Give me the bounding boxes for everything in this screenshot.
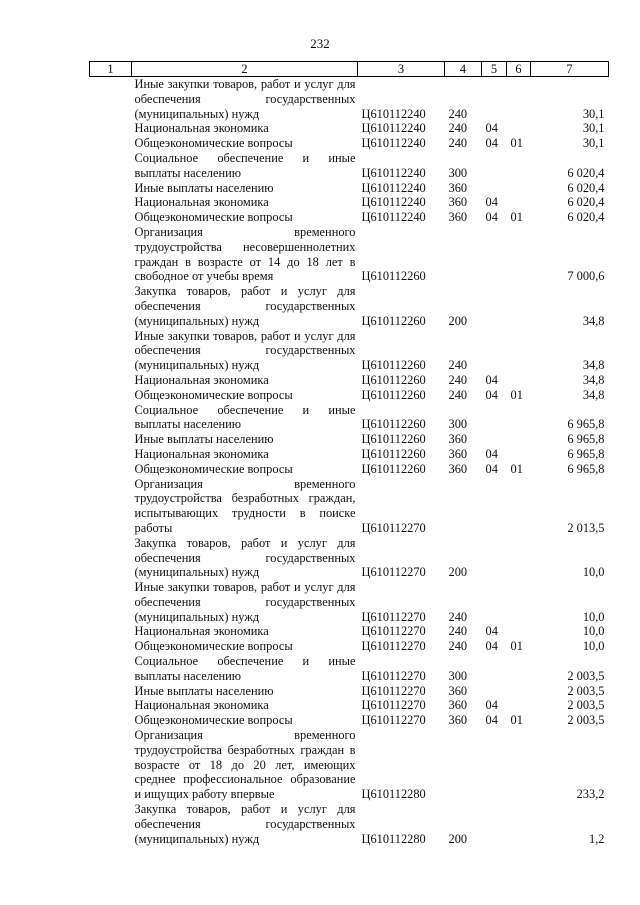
table-row <box>90 181 609 196</box>
amount-cell: 6 020,4 <box>567 180 605 195</box>
amount-cell: 34,8 <box>582 387 605 402</box>
section-code <box>482 225 507 284</box>
table-row <box>90 432 609 447</box>
row-name-cell: Национальная экономика <box>134 372 269 387</box>
expense-type-code: 240 <box>448 372 468 387</box>
section-code <box>482 284 507 328</box>
table-body <box>90 77 609 847</box>
row-name-cell: Социальное обеспечение и иные выплаты населению <box>134 150 356 180</box>
table-row <box>90 684 609 699</box>
table-row <box>90 403 609 433</box>
subsection-code <box>507 151 531 181</box>
target-article-code: Ц610112240 <box>361 136 426 151</box>
section-code: 04 <box>485 121 498 136</box>
target-article-code: Ц610112260 <box>361 446 426 461</box>
section-code: 04 <box>485 136 498 151</box>
target-article-code: Ц610112270 <box>361 683 426 698</box>
row-name-cell: Организация временного трудоустройства безработных граждан, испытывающих трудности в поиске работы <box>134 476 356 535</box>
table-row <box>90 388 609 403</box>
section-code <box>482 654 507 684</box>
amount-cell: 34,8 <box>582 313 605 328</box>
target-article-code: Ц610112260 <box>361 358 426 373</box>
row-name-cell: Закупка товаров, работ и услуг для обеспечения государственных (муниципальных) нужд <box>134 284 356 328</box>
row-name-cell: Национальная экономика <box>134 121 269 136</box>
target-article-code: Ц610112260 <box>361 417 426 432</box>
section-code <box>482 802 507 846</box>
expense-type-code: 240 <box>448 387 468 402</box>
row-name-cell: Иные выплаты населению <box>134 432 274 447</box>
expense-type-code <box>445 225 482 284</box>
target-article-code: Ц610112240 <box>361 195 426 210</box>
subsection-code: 01 <box>510 136 523 151</box>
row-number-cell <box>90 698 132 713</box>
expense-type-code: 360 <box>448 210 468 225</box>
table-row <box>90 195 609 210</box>
expense-type-code: 300 <box>448 417 468 432</box>
subsection-code <box>507 181 531 196</box>
subsection-code <box>507 195 531 210</box>
table-row <box>90 698 609 713</box>
table-row <box>90 121 609 136</box>
amount-cell: 6 020,4 <box>567 210 605 225</box>
row-number-cell <box>90 284 132 328</box>
page-number: 232 <box>310 36 330 51</box>
table-row <box>90 447 609 462</box>
row-name-cell: Социальное обеспечение и иные выплаты населению <box>134 402 356 432</box>
subsection-code <box>507 447 531 462</box>
amount-cell: 7 000,6 <box>567 269 605 284</box>
table-row <box>90 713 609 728</box>
amount-cell: 233,2 <box>576 787 605 802</box>
subsection-code: 01 <box>510 639 523 654</box>
row-name-cell: Национальная экономика <box>134 624 269 639</box>
subsection-code <box>507 329 531 373</box>
expense-type-code: 240 <box>448 624 468 639</box>
target-article-code: Ц610112270 <box>361 713 426 728</box>
row-number-cell <box>90 713 132 728</box>
amount-cell: 6 965,8 <box>567 461 605 476</box>
amount-cell: 6 965,8 <box>567 432 605 447</box>
subsection-code <box>507 580 531 624</box>
expense-type-code: 360 <box>448 461 468 476</box>
column-header-1: 1 <box>90 62 132 77</box>
table-row <box>90 624 609 639</box>
subsection-code: 01 <box>510 713 523 728</box>
row-number-cell <box>90 181 132 196</box>
expense-type-code <box>445 477 482 536</box>
subsection-code <box>507 684 531 699</box>
column-header-4: 4 <box>445 62 482 77</box>
table-row <box>90 373 609 388</box>
subsection-code <box>507 121 531 136</box>
expense-type-code: 240 <box>448 136 468 151</box>
row-name-cell: Общеэкономические вопросы <box>134 461 293 476</box>
row-number-cell <box>90 802 132 846</box>
amount-cell: 6 965,8 <box>567 417 605 432</box>
row-number-cell <box>90 210 132 225</box>
table-row <box>90 136 609 151</box>
amount-cell: 34,8 <box>582 358 605 373</box>
expense-type-code: 240 <box>448 106 468 121</box>
row-name-cell: Иные выплаты населению <box>134 683 274 698</box>
section-code <box>482 432 507 447</box>
table-row <box>90 151 609 181</box>
section-code: 04 <box>485 195 498 210</box>
table-row <box>90 462 609 477</box>
amount-cell: 30,1 <box>582 136 605 151</box>
table-row <box>90 210 609 225</box>
row-number-cell <box>90 447 132 462</box>
section-code: 04 <box>485 461 498 476</box>
target-article-code: Ц610112260 <box>361 461 426 476</box>
amount-cell: 2 013,5 <box>567 520 605 535</box>
section-code <box>482 477 507 536</box>
amount-cell: 2 003,5 <box>567 698 605 713</box>
target-article-code: Ц610112270 <box>361 639 426 654</box>
subsection-code <box>507 477 531 536</box>
subsection-code <box>507 77 531 122</box>
table-row <box>90 284 609 328</box>
section-code: 04 <box>485 698 498 713</box>
table-header <box>90 62 609 77</box>
row-name-cell: Закупка товаров, работ и услуг для обеспечения государственных (муниципальных) нужд <box>134 802 356 846</box>
target-article-code: Ц610112240 <box>361 165 426 180</box>
table-row <box>90 477 609 536</box>
row-number-cell <box>90 432 132 447</box>
expense-type-code: 240 <box>448 609 468 624</box>
column-header-5: 5 <box>482 62 507 77</box>
table-row <box>90 728 609 802</box>
subsection-code: 01 <box>510 210 523 225</box>
section-code: 04 <box>485 713 498 728</box>
amount-cell: 10,0 <box>582 565 605 580</box>
row-name-cell: Общеэкономические вопросы <box>134 210 293 225</box>
table-row <box>90 225 609 284</box>
row-name-cell: Иные закупки товаров, работ и услуг для обеспечения государственных (муниципальных) нужд <box>134 77 356 121</box>
row-number-cell <box>90 388 132 403</box>
row-name-cell: Социальное обеспечение и иные выплаты населению <box>134 654 356 683</box>
row-name-cell: Иные закупки товаров, работ и услуг для обеспечения государственных (муниципальных) нужд <box>134 580 356 624</box>
amount-cell: 30,1 <box>582 121 605 136</box>
target-article-code: Ц610112280 <box>361 831 426 846</box>
amount-cell: 30,1 <box>582 106 605 121</box>
section-code <box>482 77 507 122</box>
row-number-cell <box>90 580 132 624</box>
row-number-cell <box>90 329 132 373</box>
row-number-cell <box>90 136 132 151</box>
target-article-code: Ц610112270 <box>361 520 426 535</box>
target-article-code: Ц610112270 <box>361 565 426 580</box>
column-header-3: 3 <box>358 62 445 77</box>
row-number-cell <box>90 77 132 122</box>
amount-cell: 2 003,5 <box>567 683 605 698</box>
row-number-cell <box>90 624 132 639</box>
row-name-cell: Национальная экономика <box>134 698 269 713</box>
section-code: 04 <box>485 372 498 387</box>
expense-type-code: 300 <box>448 668 468 683</box>
target-article-code: Ц610112260 <box>361 372 426 387</box>
row-name-cell: Общеэкономические вопросы <box>134 713 293 728</box>
row-number-cell <box>90 225 132 284</box>
expense-type-code: 360 <box>448 683 468 698</box>
row-number-cell <box>90 151 132 181</box>
section-code: 04 <box>485 624 498 639</box>
section-code <box>482 151 507 181</box>
row-number-cell <box>90 728 132 802</box>
row-name-cell: Организация временного трудоустройства несовершеннолетних граждан в возрасте от 14 до 18 лет в свободное от учебы время <box>134 224 356 284</box>
subsection-code <box>507 654 531 684</box>
budget-table <box>89 61 609 846</box>
row-number-cell <box>90 684 132 699</box>
target-article-code: Ц610112280 <box>361 787 426 802</box>
expense-type-code: 200 <box>448 565 468 580</box>
expense-type-code: 360 <box>448 432 468 447</box>
target-article-code: Ц610112260 <box>361 387 426 402</box>
amount-cell: 34,8 <box>582 372 605 387</box>
expense-type-code: 240 <box>448 358 468 373</box>
target-article-code: Ц610112270 <box>361 609 426 624</box>
target-article-code: Ц610112260 <box>361 432 426 447</box>
table-row <box>90 802 609 846</box>
row-name-cell: Иные закупки товаров, работ и услуг для обеспечения государственных (муниципальных) нужд <box>134 328 356 373</box>
row-name-cell: Иные выплаты населению <box>134 180 274 195</box>
row-name-cell: Общеэкономические вопросы <box>134 136 293 151</box>
subsection-code <box>507 624 531 639</box>
target-article-code: Ц610112240 <box>361 121 426 136</box>
section-code <box>482 684 507 699</box>
expense-type-code: 360 <box>448 446 468 461</box>
subsection-code <box>507 403 531 433</box>
amount-cell: 10,0 <box>582 609 605 624</box>
subsection-code <box>507 284 531 328</box>
subsection-code <box>507 728 531 802</box>
expense-type-code <box>445 728 482 802</box>
row-number-cell <box>90 654 132 684</box>
row-number-cell <box>90 195 132 210</box>
column-header-7: 7 <box>531 62 609 77</box>
expense-type-code: 240 <box>448 121 468 136</box>
expense-type-code: 300 <box>448 165 468 180</box>
section-code: 04 <box>485 387 498 402</box>
amount-cell: 6 020,4 <box>567 165 605 180</box>
row-name-cell: Национальная экономика <box>134 195 269 210</box>
target-article-code: Ц610112260 <box>361 269 426 284</box>
table-row <box>90 639 609 654</box>
expense-type-code: 360 <box>448 180 468 195</box>
expense-type-code: 200 <box>448 831 468 846</box>
expense-type-code: 360 <box>448 713 468 728</box>
target-article-code: Ц610112270 <box>361 698 426 713</box>
target-article-code: Ц610112240 <box>361 106 426 121</box>
row-name-cell: Общеэкономические вопросы <box>134 387 293 402</box>
header-row <box>90 62 609 77</box>
section-code: 04 <box>485 446 498 461</box>
row-name-cell: Организация временного трудоустройства безработных граждан в возрасте от 18 до 20 лет, имеющих среднее профессиональное образование и ищущих работу впервые <box>134 728 356 802</box>
row-number-cell <box>90 121 132 136</box>
row-number-cell <box>90 373 132 388</box>
target-article-code: Ц610112270 <box>361 624 426 639</box>
row-name-cell: Закупка товаров, работ и услуг для обеспечения государственных (муниципальных) нужд <box>134 535 356 580</box>
table-row <box>90 580 609 624</box>
row-number-cell <box>90 403 132 433</box>
subsection-code <box>507 536 531 580</box>
row-name-cell: Общеэкономические вопросы <box>134 639 293 654</box>
column-header-6: 6 <box>507 62 531 77</box>
subsection-code: 01 <box>510 461 523 476</box>
target-article-code: Ц610112240 <box>361 180 426 195</box>
table-row <box>90 329 609 373</box>
subsection-code <box>507 373 531 388</box>
subsection-code <box>507 225 531 284</box>
subsection-code <box>507 802 531 846</box>
subsection-code <box>507 698 531 713</box>
expense-type-code: 360 <box>448 195 468 210</box>
section-code <box>482 536 507 580</box>
section-code <box>482 181 507 196</box>
amount-cell: 2 003,5 <box>567 713 605 728</box>
amount-cell: 10,0 <box>582 639 605 654</box>
row-name-cell: Национальная экономика <box>134 446 269 461</box>
column-header-2: 2 <box>132 62 358 77</box>
amount-cell: 6 965,8 <box>567 446 605 461</box>
amount-cell: 6 020,4 <box>567 195 605 210</box>
target-article-code: Ц610112240 <box>361 210 426 225</box>
expense-type-code: 240 <box>448 639 468 654</box>
row-number-cell <box>90 462 132 477</box>
target-article-code: Ц610112270 <box>361 668 426 683</box>
row-number-cell <box>90 536 132 580</box>
amount-cell: 1,2 <box>589 831 605 846</box>
section-code <box>482 580 507 624</box>
section-code: 04 <box>485 210 498 225</box>
table-row <box>90 654 609 684</box>
section-code: 04 <box>485 639 498 654</box>
section-code <box>482 403 507 433</box>
section-code <box>482 728 507 802</box>
table-row <box>90 77 609 122</box>
expense-type-code: 200 <box>448 313 468 328</box>
section-code <box>482 329 507 373</box>
subsection-code: 01 <box>510 387 523 402</box>
row-number-cell <box>90 639 132 654</box>
amount-cell: 10,0 <box>582 624 605 639</box>
expense-type-code: 360 <box>448 698 468 713</box>
target-article-code: Ц610112260 <box>361 313 426 328</box>
row-number-cell <box>90 477 132 536</box>
amount-cell: 2 003,5 <box>567 668 605 683</box>
table-row <box>90 536 609 580</box>
subsection-code <box>507 432 531 447</box>
